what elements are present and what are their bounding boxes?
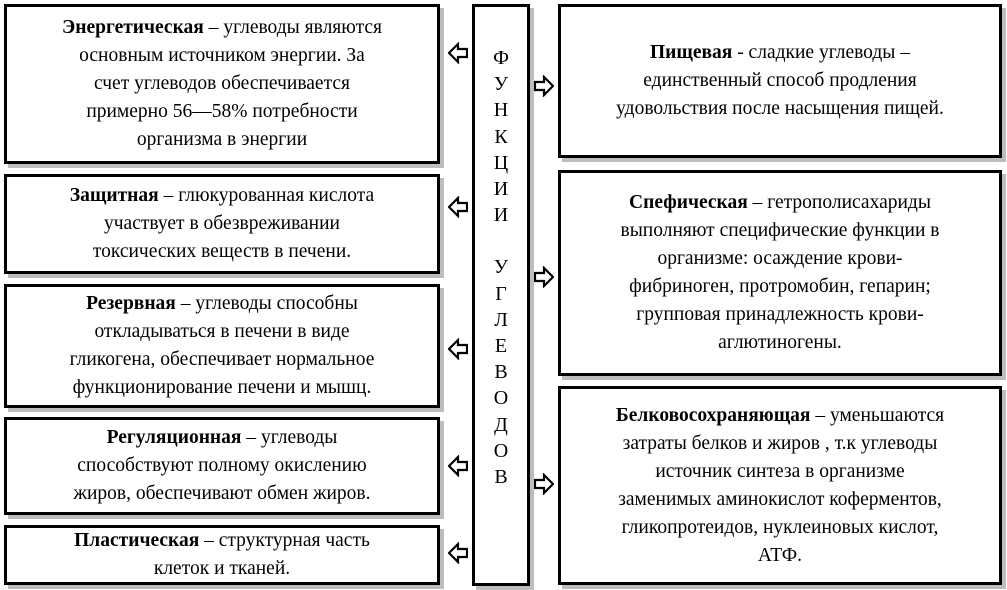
arrow-left-icon: [448, 455, 468, 477]
box-reserve: Резервная – углеводы способны откладываться в печени в виде гликогена, обеспечивает нормальное функционирование печени и мышц.: [4, 284, 440, 408]
box-energy: Энергетическая – углеводы являются основным источником энергии. За счет углеводов обеспечивается примерно 56—58% потребности организма в энергии: [4, 4, 440, 164]
arrow-right-icon: [534, 473, 554, 495]
box-plastic: Пластическая – структурная часть клеток и тканей.: [4, 525, 440, 585]
box-specific: Спефическая – гетрополисахариды выполняют специфические функции в организме: осаждение крови- фибриноген, протромобин, гепарин; групповая принадлежность крови- аглютиногены.: [558, 170, 1002, 376]
box-title: Регуляционная: [106, 427, 242, 448]
center-title: Ф У Н К Ц И И У Г Л Е В О Д О В: [472, 4, 530, 586]
box-title: Белковосохраняющая: [615, 404, 811, 426]
box-protein-sparing: Белковосохраняющая – уменьшаются затраты белков и жиров , т.к углеводы источник синтеза в организме заменимых аминокислот коферментов, гликопротеидов, нуклеиновых кислот, АТФ.: [558, 386, 1002, 585]
arrow-right-icon: [534, 266, 554, 288]
box-title: Пищевая: [649, 42, 733, 63]
box-title: Энергетическая: [62, 17, 204, 38]
box-title: Защитная: [69, 185, 159, 206]
box-regulatory: Регуляционная – углеводы способствуют полному окислению жиров, обеспечивают обмен жиров.: [4, 417, 440, 515]
arrow-left-icon: [448, 542, 468, 564]
arrow-right-icon: [534, 75, 554, 97]
box-title: Резервная: [86, 293, 176, 314]
box-title: Пластическая: [74, 530, 200, 551]
box-title: Спефическая: [629, 192, 748, 213]
arrow-left-icon: [448, 196, 468, 218]
box-protective: Защитная – глюкурованная кислота участвует в обезвреживании токсических веществ в печени.: [4, 174, 440, 274]
box-food: Пищевая - сладкие углеводы – единственный способ продления удовольствия после насыщения пищей.: [558, 4, 1002, 158]
arrow-left-icon: [448, 338, 468, 360]
arrow-left-icon: [448, 42, 468, 64]
